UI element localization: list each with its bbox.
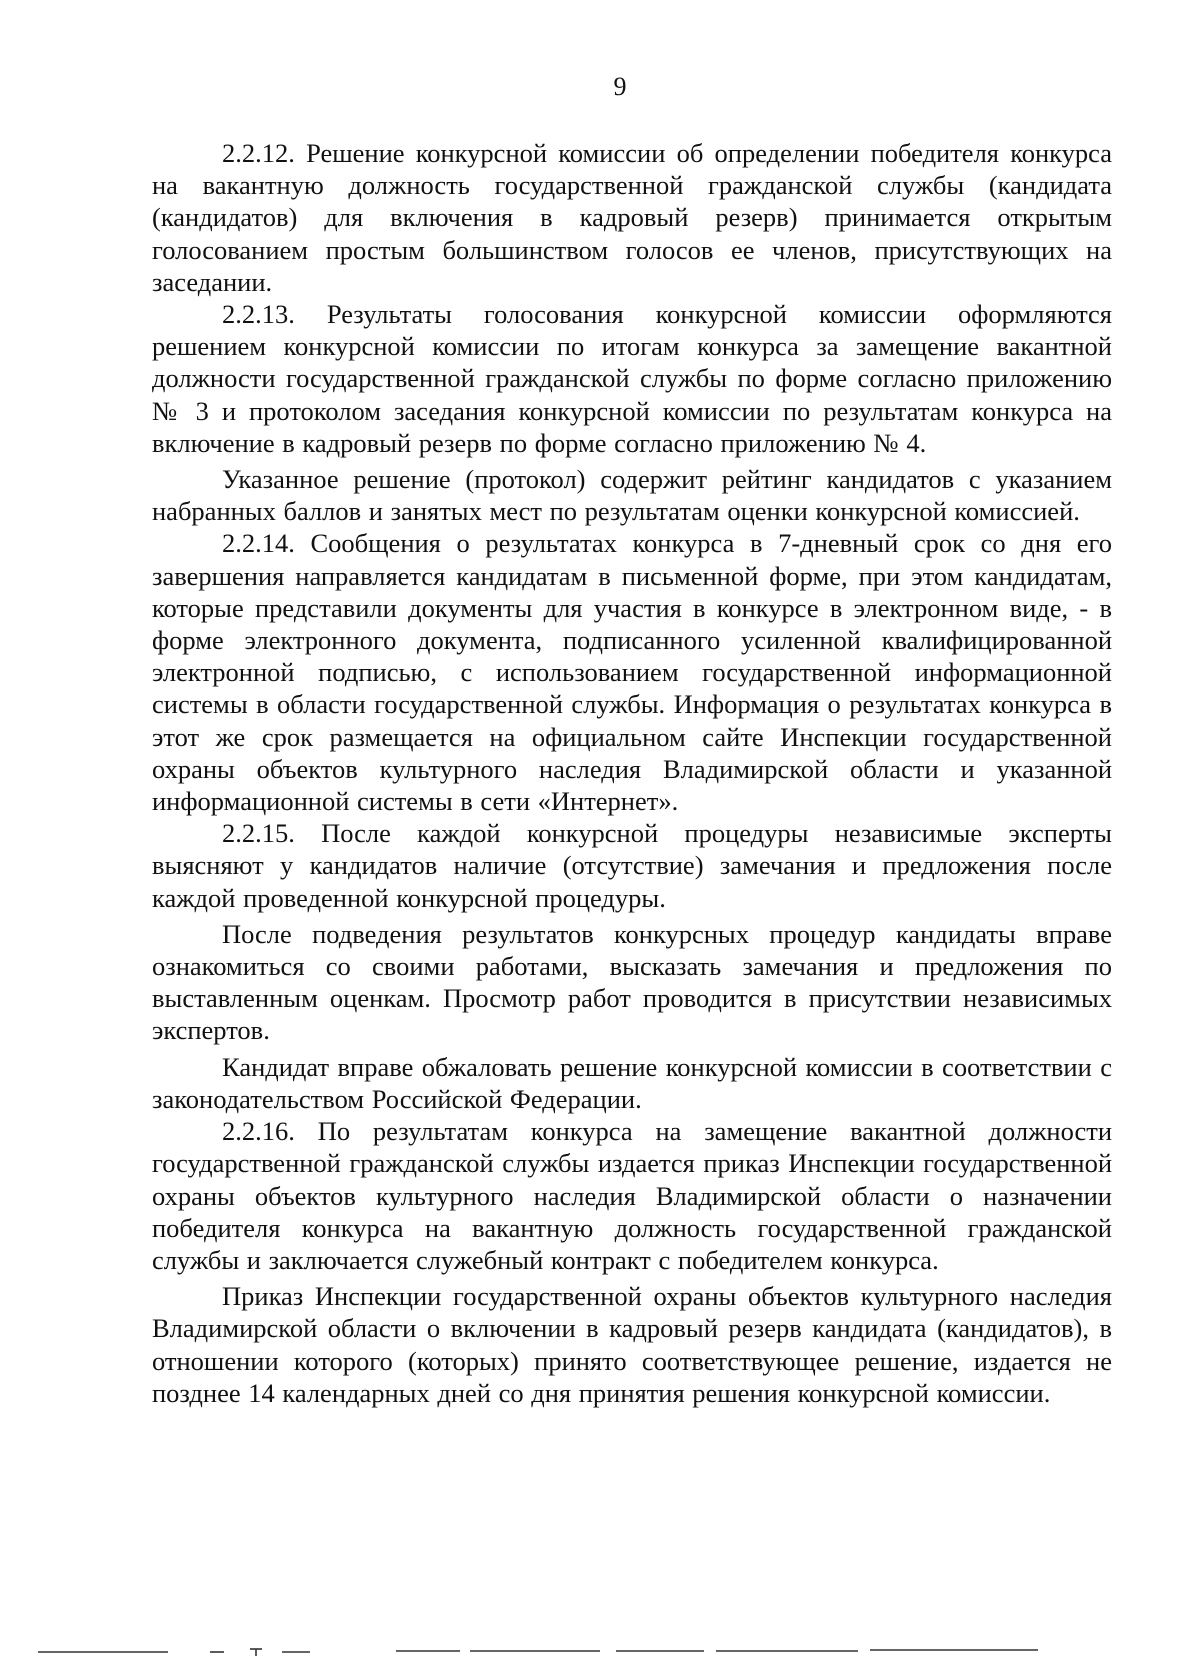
page-number: 9 [613,72,627,101]
bottom-scan-rule [0,1645,1200,1659]
paragraph-2-2-16: 2.2.16. По результатам конкурса на замещение вакантной должности государственной гражданской службы издается приказ Инспекции государственной охраны объектов культурного наследия Владимирской области о назначении победителя конкурса на вакантную должность государственной гражданской службы и заключается служебный контракт с победителем конкурса. [152,1116,1112,1275]
paragraph-2-2-14: 2.2.14. Сообщения о результатах конкурса в 7-дневный срок со дня его завершения направляется кандидатам в письменной форме, при этом кандидатам, которые представили документы для участия в конкурсе в электронном виде, - в форме электронного документа, подписанного усиленной квалифицированной электронной подписью, с использованием государственной информационной системы в области государственной службы. Информация о результатах конкурса в этот же срок размещается на официальном сайте Инспекции государственной охраны объектов культурного наследия Владимирской области и указанной информационной системы в сети «Интернет». [152,528,1112,817]
paragraph-rating: Указанное решение (протокол) содержит рейтинг кандидатов с указанием набранных баллов и занятых мест по результатам оценки конкурсной комиссией. [152,464,1112,527]
paragraph-review: После подведения результатов конкурсных процедур кандидаты вправе ознакомиться со своими работами, высказать замечания и предложения по выставленным оценкам. Просмотр работ проводится в присутствии независимых экспертов. [152,918,1112,1046]
paragraph-2-2-15: 2.2.15. После каждой конкурсной процедуры независимые эксперты выясняют у кандидатов наличие (отсутствие) замечания и предложения после каждой проведенной конкурсной процедуры. [152,818,1112,913]
paragraph-2-2-12: 2.2.12. Решение конкурсной комиссии об определении победителя конкурса на вакантную должность государственной гражданской службы (кандидата (кандидатов) для включения в кадровый резерв) принимается открытым голосованием простым большинством голосов ее членов, присутствующих на заседании. [152,138,1112,297]
paragraph-2-2-13: 2.2.13. Результаты голосования конкурсной комиссии оформляются решением конкурсной комиссии по итогам конкурса за замещение вакантной должности государственной гражданской службы по форме согласно приложению № 3 и протоколом заседания конкурсной комиссии по результатам конкурса на включение в кадровый резерв по форме согласно приложению № 4. [152,299,1112,458]
paragraph-appeal: Кандидат вправе обжаловать решение конкурсной комиссии в соответствии с законодательством Российской Федерации. [152,1051,1112,1114]
paragraph-reserve-order: Приказ Инспекции государственной охраны объектов культурного наследия Владимирской области о включении в кадровый резерв кандидата (кандидатов), в отношении которого (которых) принято соответствующее решение, издается не позднее 14 календарных дней со дня принятия решения конкурсной комиссии. [152,1281,1112,1408]
document-body [152,137,1112,1409]
